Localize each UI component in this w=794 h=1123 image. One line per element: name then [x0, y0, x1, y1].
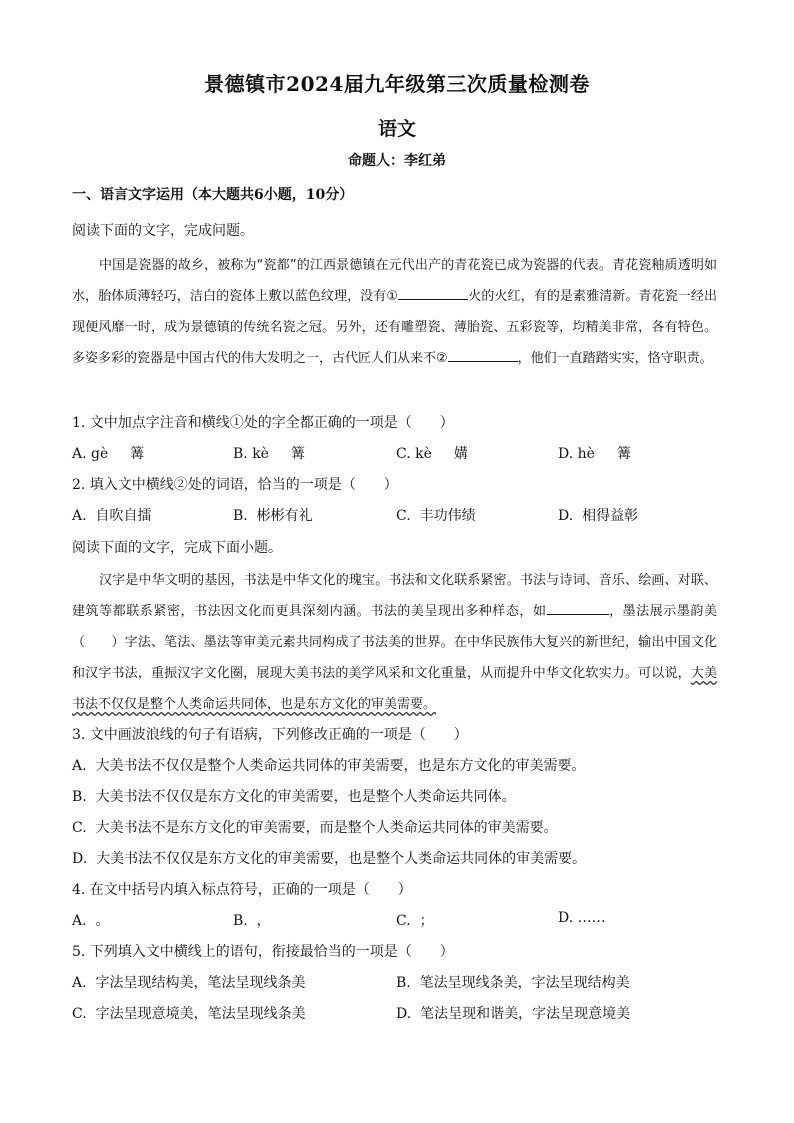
q1-option-a[interactable] [72, 443, 144, 463]
question-1-stem: 1. 文中加点字注音和横线①处的字全都正确的一项是（ ） [72, 415, 454, 431]
option-letter: C. [396, 913, 411, 929]
q3-option-b[interactable] [72, 786, 516, 806]
option-text: ； [419, 913, 434, 929]
blank-2 [448, 347, 518, 362]
passage1-part3: ，他们一直踏踏实实，恪守职责。 [517, 351, 713, 366]
exam-title: 景德镇市2024届九年级第三次质量检测卷 [204, 72, 590, 96]
option-letter: D. [396, 1006, 412, 1022]
question-3-stem: 3. 文中画波浪线的句子有语病，下列修改正确的一项是（ ） [72, 727, 468, 743]
subject-title: 语文 [377, 118, 416, 140]
option-letter: C. [396, 508, 411, 524]
author-line: 命题人：李红弟 [348, 153, 446, 169]
option-letter: D. [558, 910, 574, 926]
q4-option-a[interactable] [72, 910, 109, 930]
question-2-stem: 2. 填入文中横线②处的词语，恰当的一项是（ ） [72, 477, 398, 493]
option-letter: A. [72, 508, 87, 524]
blank-1 [398, 285, 468, 300]
q3-option-a[interactable] [72, 755, 585, 775]
option-char: 篝 [616, 446, 631, 462]
passage-calligraphy [72, 565, 717, 720]
q1-option-c[interactable] [396, 443, 468, 463]
option-letter: C. [72, 820, 87, 836]
option-text: 彬彬有礼 [256, 508, 313, 524]
option-text: 大美书法不仅仅是东方文化的审美需要，也是整个人类命运共同体。 [95, 789, 516, 805]
option-letter: D. [72, 851, 88, 867]
option-pinyin: kè [252, 446, 269, 462]
option-char: 篝 [290, 446, 305, 462]
q3-option-c[interactable] [72, 817, 558, 837]
option-letter: B. [396, 975, 411, 991]
option-letter: A. [72, 758, 87, 774]
q2-option-c[interactable] [396, 505, 476, 525]
option-text: 字法呈现意境美，笔法呈现线条美 [95, 1006, 306, 1022]
passage-porcelain [72, 250, 717, 374]
question-5-stem: 5. 下列填入文中横线上的语句，衔接最恰当的一项是（ ） [72, 944, 454, 960]
q1-option-b[interactable] [233, 443, 305, 463]
reading-intro-1: 阅读下面的文字，完成问题。 [72, 223, 254, 239]
option-letter: A. [72, 446, 87, 462]
option-letter: A. [72, 913, 87, 929]
option-text: 大美书法不是东方文化的审美需要，而是整个人类命运共同体的审美需要。 [95, 820, 558, 836]
q5-option-b[interactable] [396, 972, 630, 992]
option-text: ， [256, 913, 271, 929]
passage2-part2: ，墨法展示墨韵美（ ）字法、笔法、墨法等审美元素共同构成了书法美的世界。在中华民族伟大复兴的新世纪，输出中国文化和汉字书法，重振汉字文化圈，展现大美书法的美学风采和文化重量，从而提升中华文化软实力。可以说， [72, 604, 717, 681]
passage1-part2: 火的火红，有的是素雅清新。青花瓷一经出现便风靡一时，成为景德镇的传统名瓷之冠。另外，还有雕塑瓷、薄胎瓷、五彩瓷等，均精美非常，各有特色。多姿多彩的瓷器是中国古代的伟大发明之一，古代匠人们从来不② [72, 289, 717, 366]
q2-option-b[interactable] [233, 505, 313, 525]
option-text: 相得益彰 [582, 508, 639, 524]
q1-option-d[interactable] [558, 443, 631, 463]
option-letter: C. [72, 1006, 87, 1022]
q3-option-d[interactable] [72, 848, 586, 868]
q4-option-c[interactable] [396, 910, 434, 930]
q2-option-d[interactable] [558, 505, 638, 525]
q5-option-c[interactable] [72, 1003, 306, 1023]
option-letter: A. [72, 975, 87, 991]
section-heading: 一、语言文字运用（本大题共6小题，10分） [72, 187, 354, 203]
q2-option-a[interactable] [72, 505, 151, 525]
wavy-underlined-sentence: 大美书法不仅仅是整个人类命运共同体，也是东方文化的审美需要。 [72, 666, 717, 712]
option-text: 大美书法不仅仅是整个人类命运共同体的审美需要，也是东方文化的审美需要。 [95, 758, 586, 774]
q5-option-a[interactable] [72, 972, 305, 992]
q5-option-d[interactable] [396, 1003, 630, 1023]
option-pinyin: hè [577, 446, 595, 462]
option-letter: D. [558, 446, 574, 462]
option-text: 笔法呈现线条美，字法呈现结构美 [419, 975, 630, 991]
q4-option-d[interactable] [558, 910, 606, 926]
option-char: 篝 [130, 446, 145, 462]
option-text: 字法呈现结构美，笔法呈现线条美 [95, 975, 306, 991]
option-letter: D. [558, 508, 574, 524]
option-letter: C. [396, 446, 411, 462]
option-letter: B. [72, 789, 87, 805]
option-letter: B. [233, 913, 248, 929]
passage1-part1: 中国是瓷器的故乡，被称为“瓷都”的江西景德镇在元代出产的青花瓷已成为瓷器的代表。青花瓷釉质透明如水，胎体质薄轻巧，洁白的瓷体上敷以蓝色纹理，没有① [72, 258, 717, 304]
option-text: 丰功伟绩 [419, 508, 476, 524]
passage2-part1: 汉字是中华文明的基因，书法是中华文化的瑰宝。书法和文化联系紧密。书法与诗词、音乐、绘画、对联、建筑等都联系紧密，书法因文化而更具深刻内涵。书法的美呈现出多种样态，如 [72, 573, 717, 619]
option-pinyin: gè [91, 446, 109, 462]
option-char: 媾 [453, 446, 468, 462]
option-letter: B. [233, 508, 248, 524]
question-4-stem: 4. 在文中括号内填入标点符号，正确的一项是（ ） [72, 882, 412, 898]
option-text: 自吹自擂 [95, 508, 152, 524]
option-text: 大美书法不仅仅是东方文化的审美需要，也是整个人类命运共同体的审美需要。 [96, 851, 587, 867]
option-text: 。 [95, 913, 110, 929]
option-pinyin: kè [415, 446, 432, 462]
reading-intro-2: 阅读下面的文字，完成下面小题。 [72, 540, 282, 556]
option-text: 笔法呈现和谐美，字法呈现意境美 [420, 1006, 631, 1022]
q4-option-b[interactable] [233, 910, 271, 930]
option-letter: B. [233, 446, 248, 462]
option-text: …… [577, 910, 606, 926]
blank-3 [547, 600, 609, 615]
